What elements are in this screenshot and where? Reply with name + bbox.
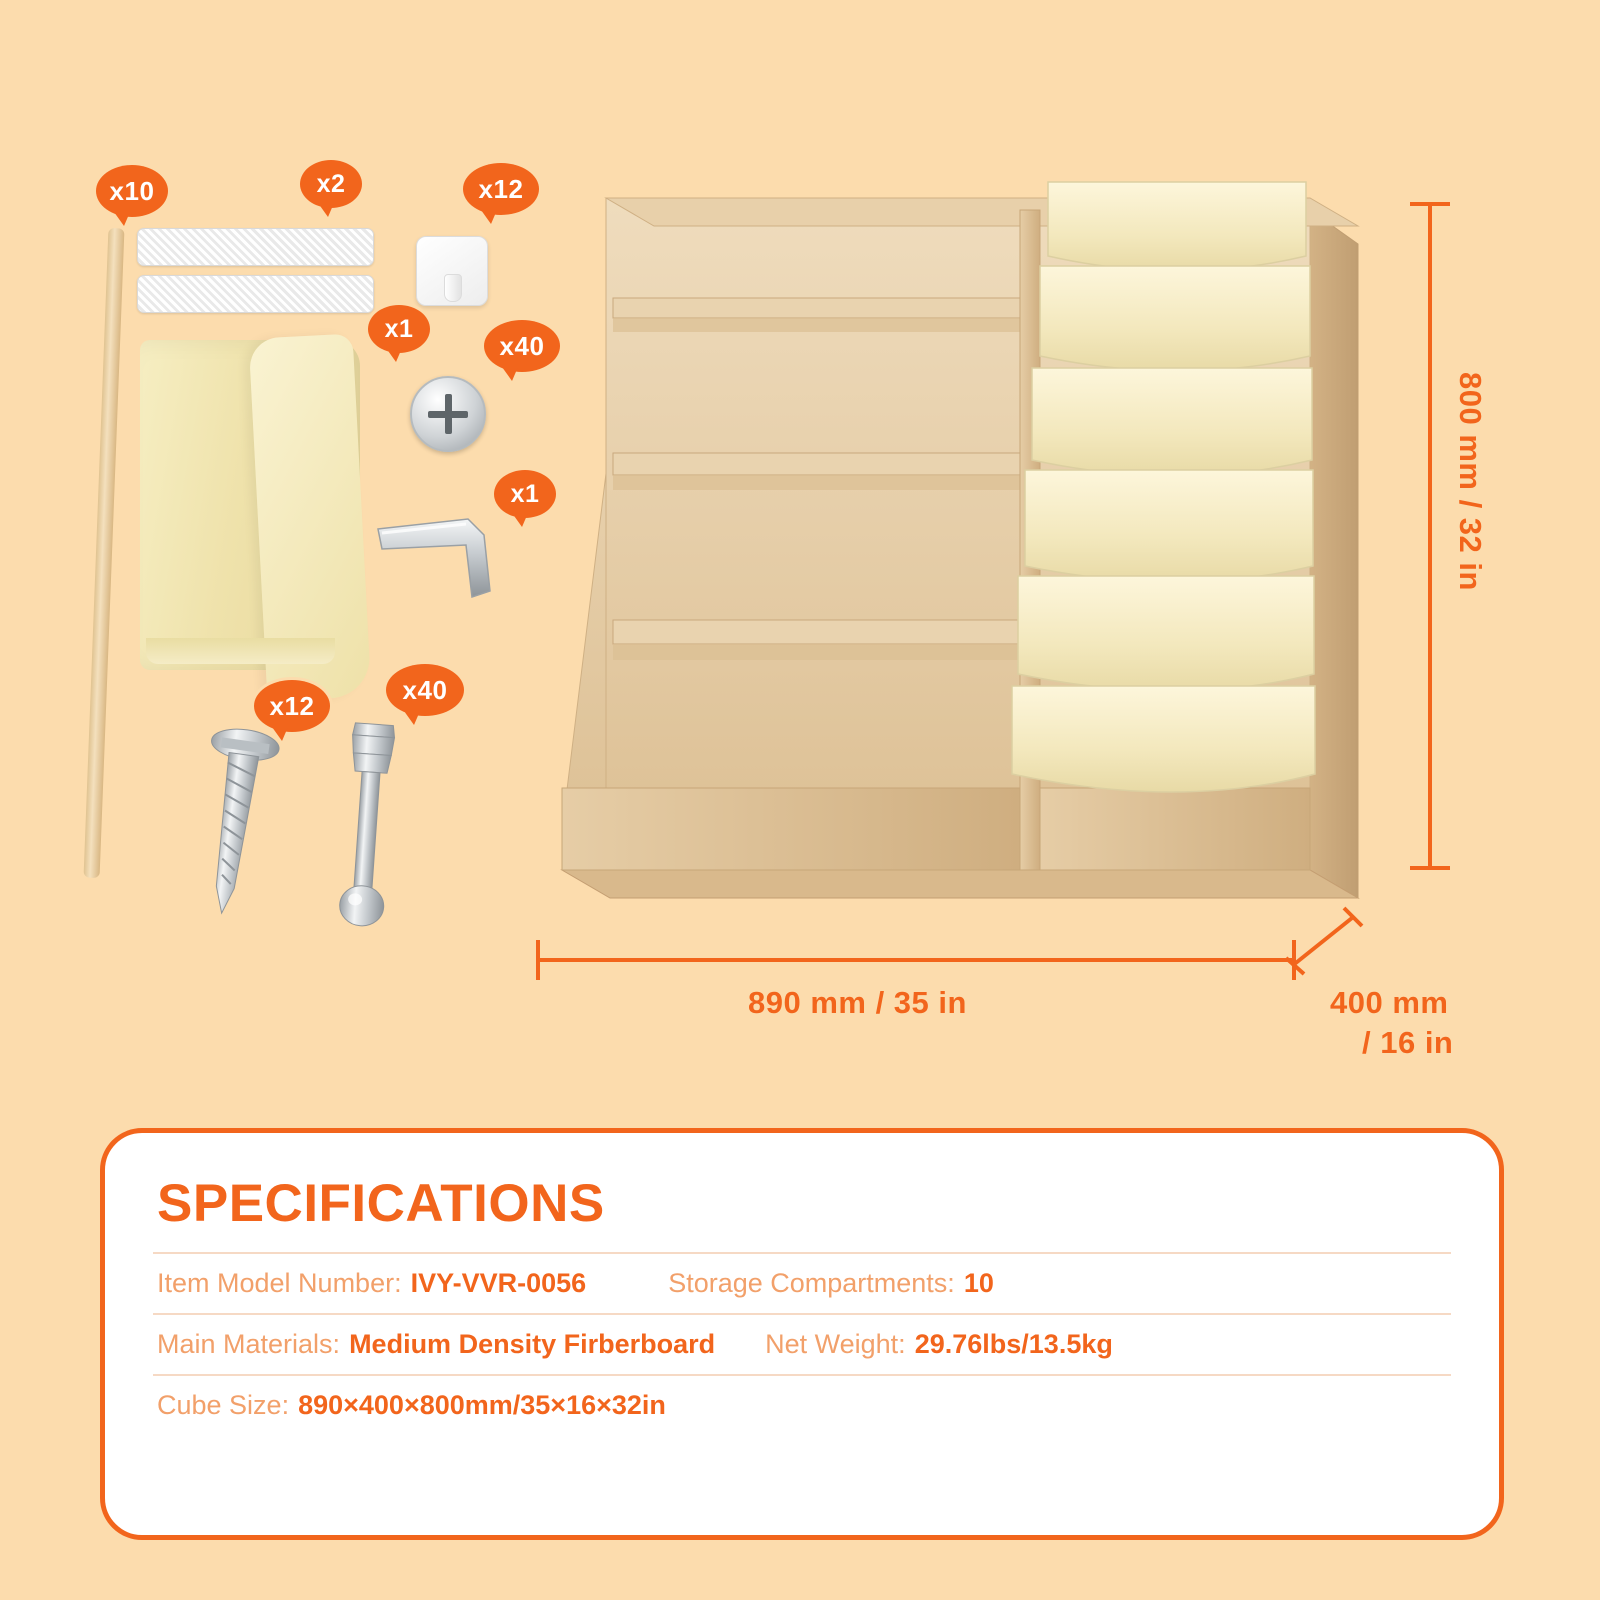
bubble-flat-washer-screw: x40 [484, 320, 560, 372]
spec-value: 890×400×800mm/35×16×32in [298, 1390, 666, 1420]
dim-height-cap-bottom [1410, 866, 1450, 870]
specifications-card [100, 1128, 1504, 1540]
spec-value: Medium Density Firberboard [349, 1329, 716, 1359]
dim-width-cap-left [536, 940, 540, 980]
adhesive-hook-knob [444, 274, 462, 302]
spec-item-main-materials [157, 1329, 715, 1360]
bubble-velcro-strip: x2 [300, 160, 362, 208]
wooden-dowel [84, 228, 125, 878]
spec-label: Main Materials: [157, 1329, 341, 1359]
bubble-bolt-screw: x40 [386, 664, 464, 716]
dim-width-line [536, 958, 1296, 962]
dim-height-line [1428, 202, 1432, 870]
spec-label: Cube Size: [157, 1390, 290, 1420]
bubble-wooden-dowel: x10 [96, 165, 168, 217]
spec-label: Net Weight: [765, 1329, 906, 1359]
fabric-roll [140, 340, 360, 670]
bookshelf-illustration [520, 170, 1380, 960]
dim-depth-line [1286, 896, 1376, 976]
adhesive-hook [416, 236, 488, 306]
spec-item-net-weight [765, 1329, 1113, 1360]
cam-lock-disc [410, 376, 486, 452]
spec-row-1 [153, 1252, 1451, 1313]
spec-label: Storage Compartments: [668, 1268, 955, 1298]
bubble-wood-screw: x12 [254, 680, 330, 732]
spec-value: 10 [963, 1268, 994, 1298]
dim-width-label: 890 mm / 35 in [748, 985, 967, 1020]
specifications-title: SPECIFICATIONS [157, 1174, 605, 1233]
dim-depth-label-line2: / 16 in [1362, 1025, 1454, 1060]
spec-item-model-number [157, 1268, 586, 1299]
velcro-strip-1 [137, 228, 374, 266]
spec-label: Item Model Number: [157, 1268, 402, 1298]
wood-screw [180, 718, 290, 928]
dim-height-cap-top [1410, 202, 1450, 206]
spec-item-storage-compartments [668, 1268, 994, 1299]
spec-row-3 [153, 1374, 1451, 1435]
bubble-cam-lock-disc: x1 [368, 305, 430, 353]
spec-row-2 [153, 1313, 1451, 1374]
bubble-allen-key: x1 [494, 470, 556, 518]
bubble-adhesive-hook: x12 [463, 163, 539, 215]
allen-key [372, 505, 532, 605]
spec-value: 29.76lbs/13.5kg [914, 1329, 1113, 1359]
bolt-screw [312, 710, 422, 955]
velcro-strip-2 [137, 275, 374, 313]
dim-depth-label-line1: 400 mm [1330, 985, 1449, 1020]
fabric-roll-fold [146, 638, 335, 664]
spec-item-cube-size [157, 1390, 666, 1421]
dim-height-label: 800 mm / 32 in [1453, 372, 1488, 591]
spec-value: IVY-VVR-0056 [410, 1268, 587, 1298]
